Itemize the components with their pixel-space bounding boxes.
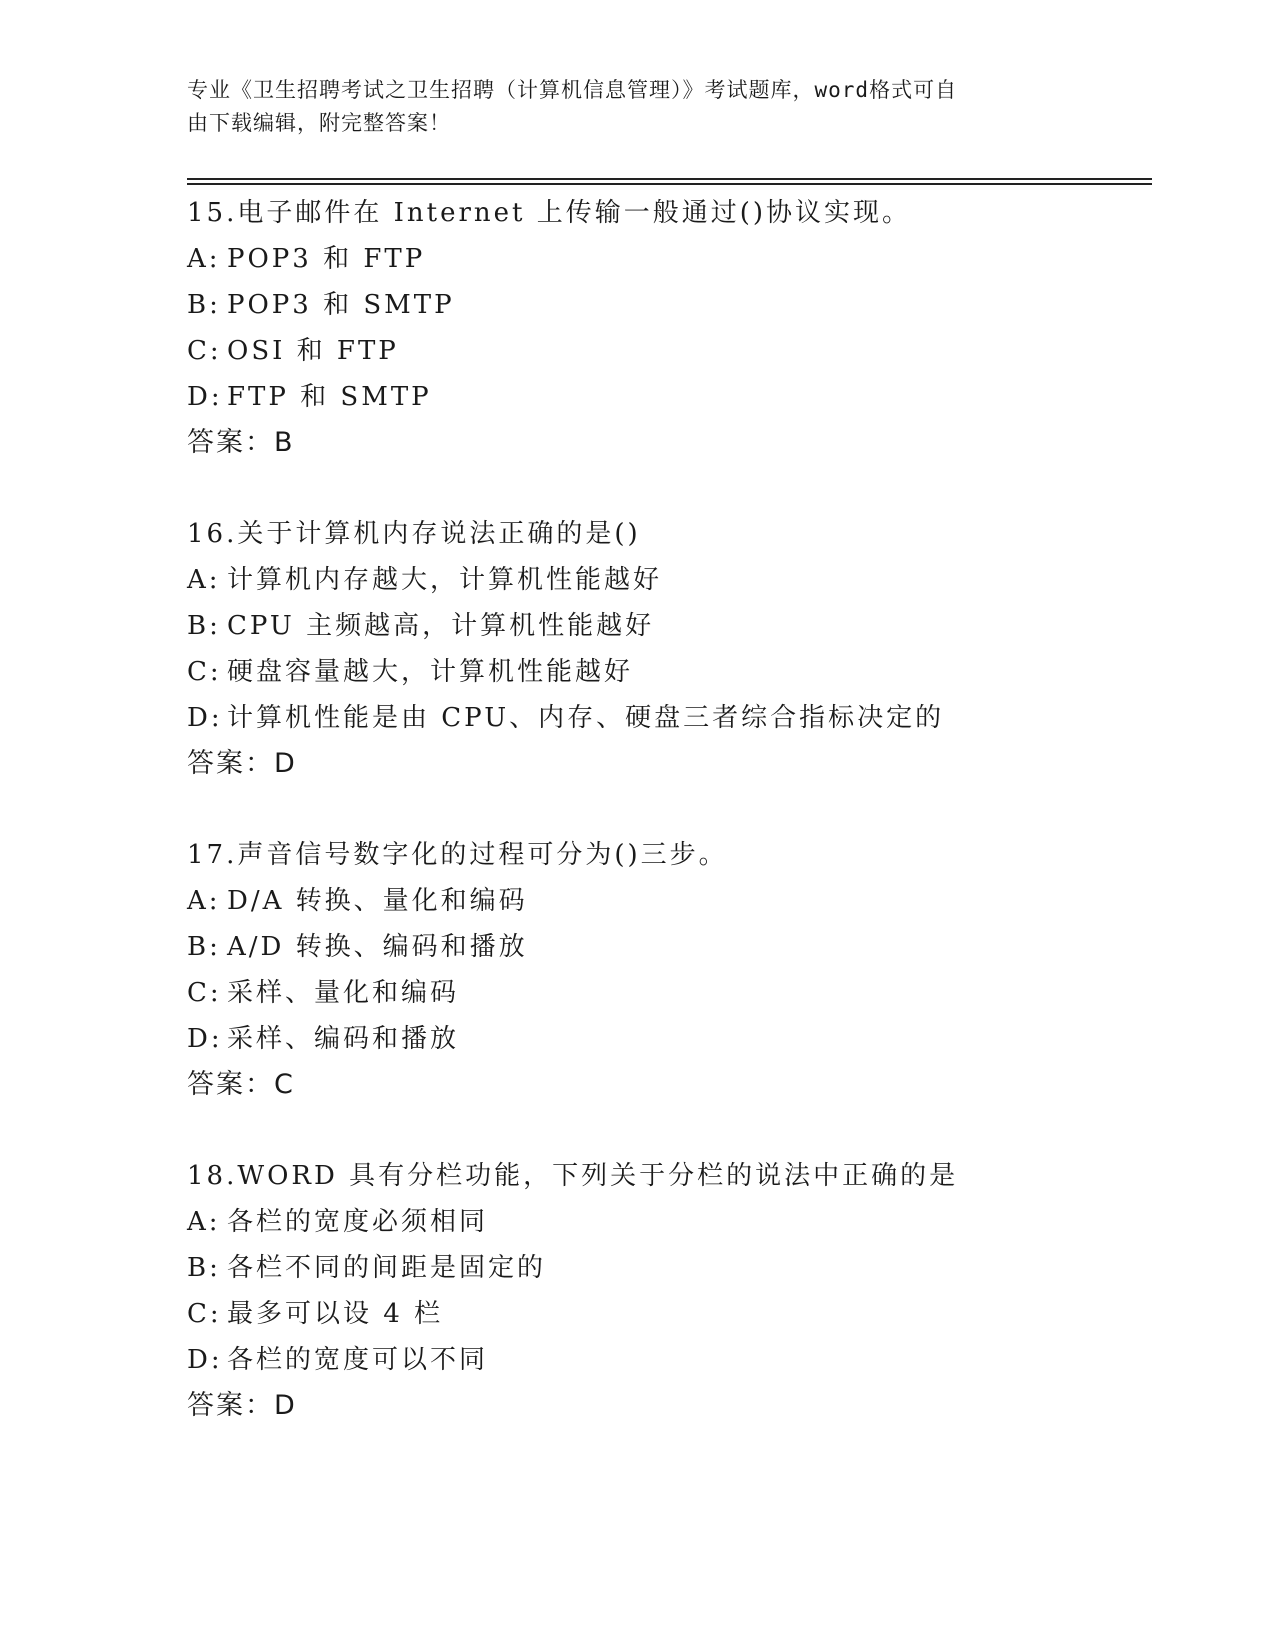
option-a — [187, 557, 1147, 603]
option-text: OSI 和 FTP — [227, 336, 399, 366]
option-a — [187, 878, 1147, 924]
option-letter: A: — [187, 1207, 221, 1237]
option-d — [187, 1016, 1147, 1062]
option-letter: C: — [187, 657, 222, 687]
answer-label: 答案：D — [187, 1390, 297, 1421]
option-letter: D: — [187, 703, 223, 733]
answer-label: 答案：C — [187, 1069, 295, 1100]
answer-label: 答案：B — [187, 427, 295, 458]
question-stem: 18.WORD 具有分栏功能，下列关于分栏的说法中正确的是 — [187, 1161, 959, 1191]
option-b — [187, 1245, 1147, 1291]
header-divider-bottom — [187, 183, 1152, 185]
option-text: FTP 和 SMTP — [227, 382, 432, 412]
option-text: POP3 和 FTP — [227, 244, 426, 274]
option-b — [187, 603, 1147, 649]
option-letter: D: — [187, 1024, 223, 1054]
option-b — [187, 924, 1147, 970]
option-d — [187, 1337, 1147, 1383]
question-16 — [187, 511, 1147, 787]
header-line-1: 专业《卫生招聘考试之卫生招聘（计算机信息管理）》考试题库，word格式可自 — [187, 78, 958, 102]
option-letter: C: — [187, 1299, 222, 1329]
option-text: 最多可以设 4 栏 — [227, 1299, 444, 1329]
option-text: POP3 和 SMTP — [227, 290, 455, 320]
option-text: 各栏不同的间距是固定的 — [227, 1253, 547, 1283]
option-a — [187, 1199, 1147, 1245]
option-letter: A: — [187, 565, 221, 595]
option-letter: D: — [187, 1345, 223, 1375]
option-b — [187, 282, 1147, 328]
option-text: CPU 主频越高，计算机性能越好 — [227, 611, 655, 641]
question-17 — [187, 832, 1147, 1108]
option-text: 采样、编码和播放 — [227, 1024, 460, 1054]
option-text: 计算机内存越大，计算机性能越好 — [227, 565, 663, 595]
option-letter: B: — [187, 932, 221, 962]
option-text: A/D 转换、编码和播放 — [227, 932, 528, 962]
question-15 — [187, 190, 1147, 466]
option-text: 采样、量化和编码 — [227, 978, 460, 1008]
option-letter: A: — [187, 244, 221, 274]
option-letter: B: — [187, 611, 221, 641]
question-stem: 17.声音信号数字化的过程可分为()三步。 — [187, 840, 728, 870]
option-letter: D: — [187, 382, 223, 412]
question-18 — [187, 1153, 1147, 1429]
option-d — [187, 374, 1147, 420]
option-text: 计算机性能是由 CPU、内存、硬盘三者综合指标决定的 — [227, 703, 945, 733]
question-list — [187, 190, 1147, 1474]
option-letter: B: — [187, 290, 221, 320]
option-text: 各栏的宽度可以不同 — [227, 1345, 489, 1375]
question-stem: 16.关于计算机内存说法正确的是() — [187, 519, 641, 549]
header-line-2: 由下载编辑，附完整答案！ — [187, 111, 451, 135]
question-stem: 15.电子邮件在 Internet 上传输一般通过()协议实现。 — [187, 198, 912, 228]
option-c — [187, 970, 1147, 1016]
option-text: 各栏的宽度必须相同 — [227, 1207, 489, 1237]
option-a — [187, 236, 1147, 282]
option-letter: A: — [187, 886, 221, 916]
option-c — [187, 328, 1147, 374]
option-c — [187, 1291, 1147, 1337]
header-divider-top — [187, 178, 1152, 180]
answer-label: 答案：D — [187, 748, 297, 779]
option-c — [187, 649, 1147, 695]
option-text: D/A 转换、量化和编码 — [227, 886, 528, 916]
option-letter: B: — [187, 1253, 221, 1283]
option-letter: C: — [187, 336, 222, 366]
option-text: 硬盘容量越大，计算机性能越好 — [227, 657, 634, 687]
document-header — [187, 74, 1067, 140]
option-letter: C: — [187, 978, 222, 1008]
option-d — [187, 695, 1147, 741]
